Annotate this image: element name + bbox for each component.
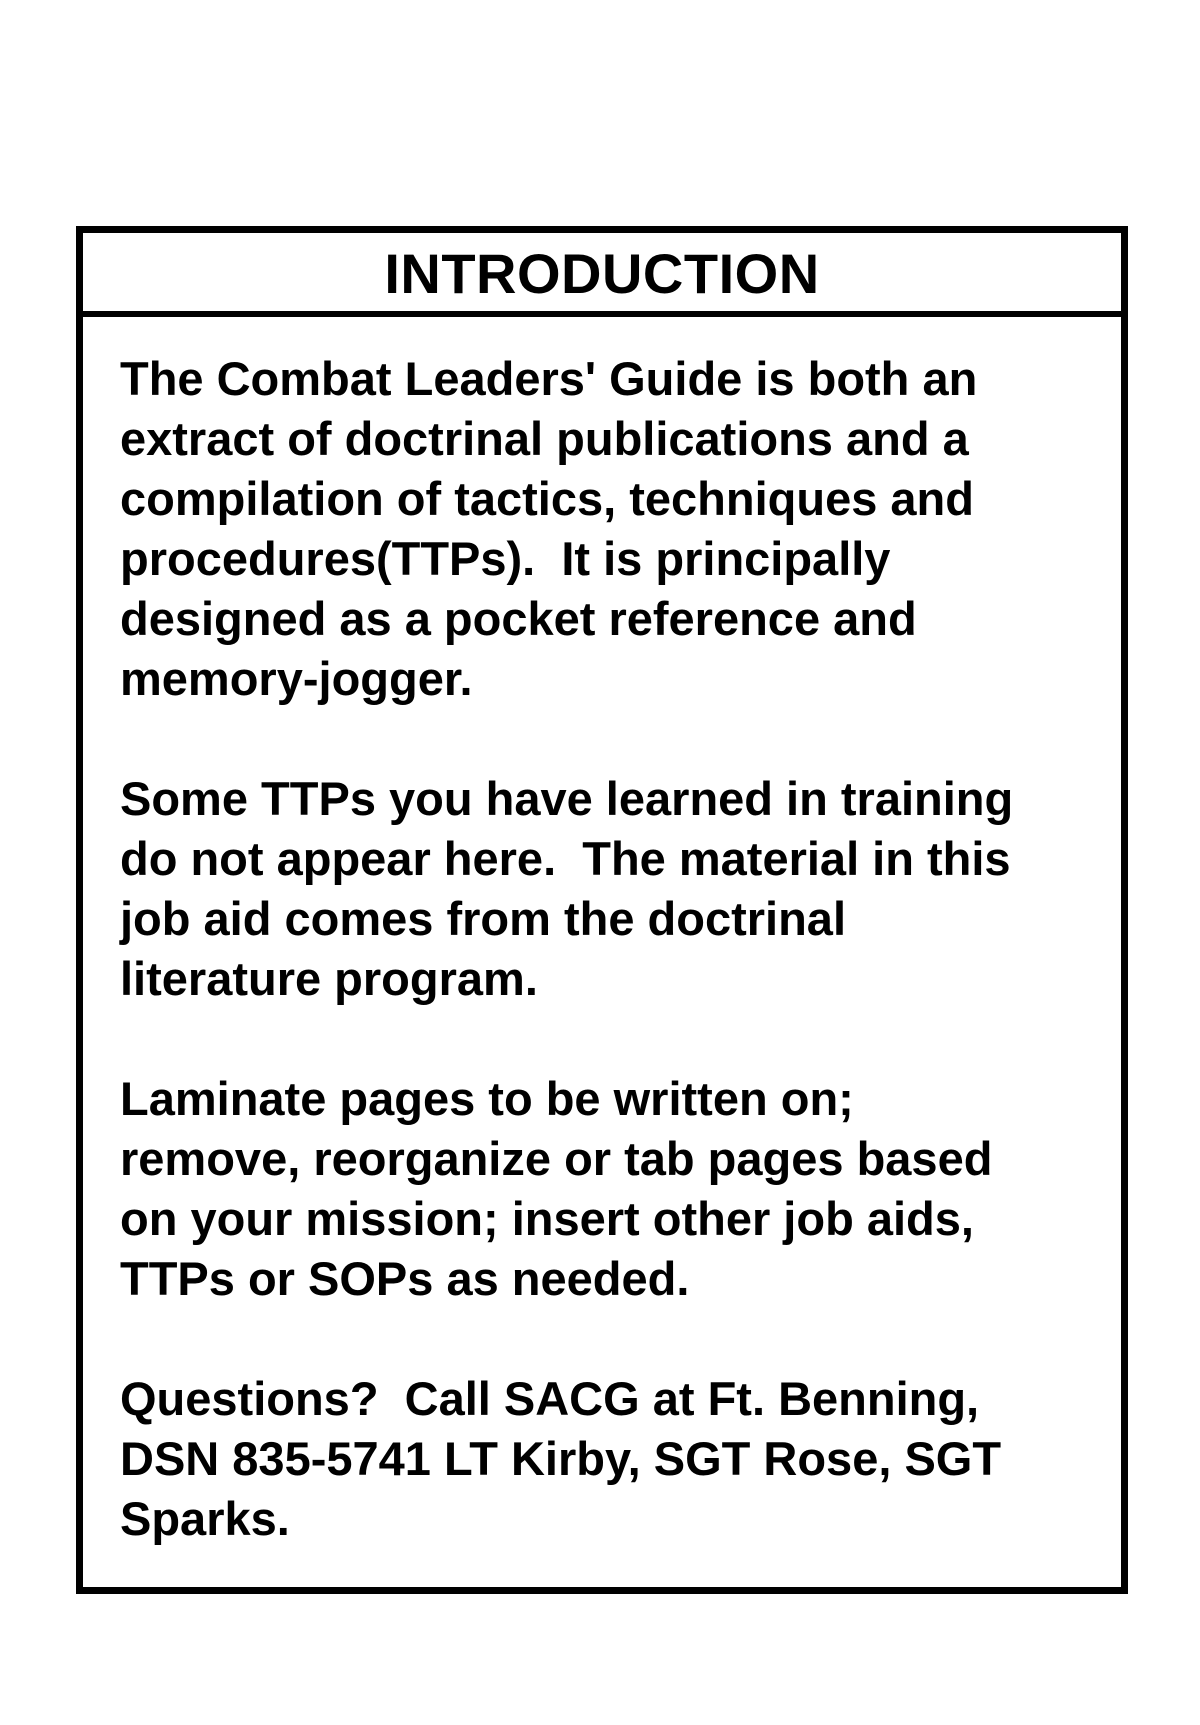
text-line: compilation of tactics, techniques and bbox=[120, 472, 974, 525]
paragraph-purpose bbox=[120, 349, 1120, 709]
paragraph-contact bbox=[120, 1369, 1120, 1549]
paragraph-source bbox=[120, 769, 1120, 1009]
page-title: INTRODUCTION bbox=[384, 242, 820, 305]
text-line: on your mission; insert other job aids, bbox=[120, 1192, 974, 1245]
text-line: do not appear here. The material in this bbox=[120, 832, 1011, 885]
text-line: DSN 835-5741 LT Kirby, SGT Rose, SGT bbox=[120, 1432, 1002, 1485]
text-line: job aid comes from the doctrinal bbox=[120, 892, 846, 945]
text-line: procedures(TTPs). It is principally bbox=[120, 532, 891, 585]
paragraph-usage bbox=[120, 1069, 1120, 1309]
text-line: Laminate pages to be written on; bbox=[120, 1072, 854, 1125]
text-line: designed as a pocket reference and bbox=[120, 592, 917, 645]
text-line: Sparks. bbox=[120, 1492, 290, 1545]
text-line: Questions? Call SACG at Ft. Benning, bbox=[120, 1372, 980, 1425]
text-line: TTPs or SOPs as needed. bbox=[120, 1252, 690, 1305]
body-text bbox=[120, 349, 1120, 1549]
text-line: Some TTPs you have learned in training bbox=[120, 772, 1014, 825]
text-line: remove, reorganize or tab pages based bbox=[120, 1132, 993, 1185]
text-line: memory-jogger. bbox=[120, 652, 473, 705]
title-bar bbox=[83, 233, 1121, 317]
introduction-box bbox=[76, 226, 1128, 1594]
text-line: literature program. bbox=[120, 952, 538, 1005]
text-line: The Combat Leaders' Guide is both an bbox=[120, 352, 978, 405]
text-line: extract of doctrinal publications and a bbox=[120, 412, 969, 465]
